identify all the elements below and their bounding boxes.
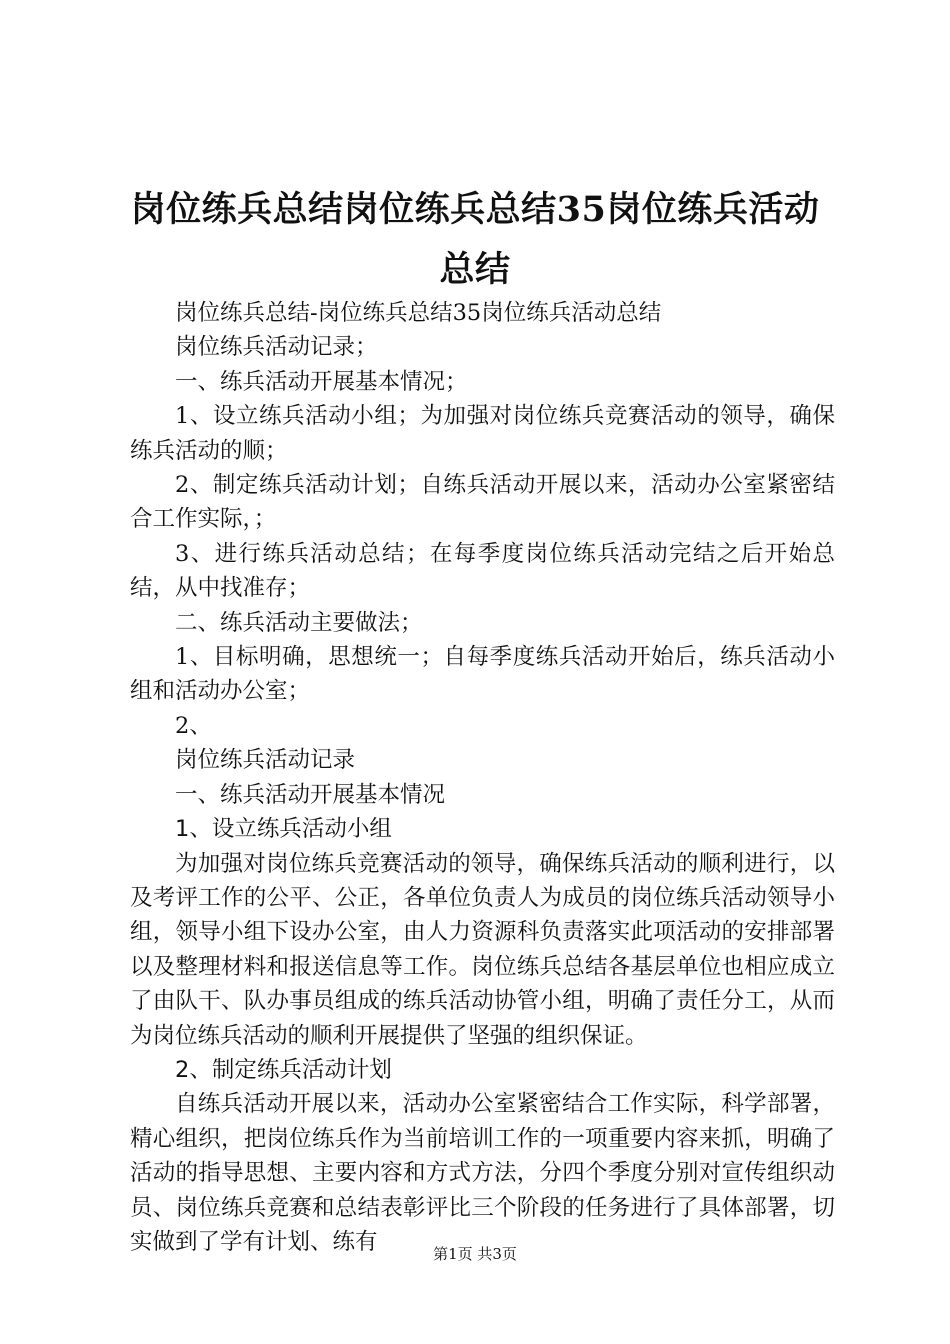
paragraph-section-two: 二、练兵活动主要做法； — [175, 609, 423, 636]
paragraph-subtitle: 岗位练兵总结-岗位练兵总结35岗位练兵活动总结 — [175, 300, 662, 326]
paragraph-item-3: 3、进行练兵活动总结；在每季度岗位练兵活动完结之后开始总结，从中找准存； — [130, 540, 835, 602]
paragraph-item-1-heading: 1、设立练兵活动小组 — [175, 816, 392, 843]
paragraph-item-1: 1、设立练兵活动小组；为加强对岗位练兵竞赛活动的领导，确保练兵活动的顺； — [130, 403, 835, 464]
paragraph-record-heading-2: 岗位练兵活动记录 — [175, 747, 356, 774]
paragraph-section-one-2: 一、练兵活动开展基本情况 — [175, 781, 446, 808]
document-title-line-1: 岗位练兵总结岗位练兵总结35岗位练兵活动 — [130, 189, 820, 230]
paragraph-record-heading: 岗位练兵活动记录； — [175, 334, 378, 361]
paragraph-item-1-body: 为加强对岗位练兵竞赛活动的领导，确保练兵活动的顺利进行，以及考评工作的公平、公正，各单位负责人为成员的岗位练兵活动领导小组，领导小组下设办公室，由人力资源科负责落实此项活动的安排部署以及整理材料和报送信息等工作。岗位练兵总结各基层单位也相应成立了由队干、队办事员组成的练兵活动协管小组，明确了责任分工，从而为岗位练兵活动的顺利开展提供了坚强的组织保证。 — [130, 850, 835, 1049]
paragraph-method-1: 1、目标明确，思想统一；自每季度练兵活动开始后，练兵活动小组和活动办公室； — [130, 644, 835, 705]
document-body — [130, 296, 835, 1259]
document-title — [120, 180, 830, 300]
paragraph-section-one: 一、练兵活动开展基本情况； — [175, 368, 468, 395]
paragraph-method-2: 2、 — [175, 712, 212, 739]
page-number-footer: 第1页 共3页 — [433, 1245, 517, 1263]
paragraph-item-2-heading: 2、制定练兵活动计划 — [175, 1056, 392, 1083]
paragraph-item-2-body: 自练兵活动开展以来，活动办公室紧密结合工作实际，科学部署，精心组织，把岗位练兵作为当前培训工作的一项重要内容来抓，明确了活动的指导思想、主要内容和方式方法，分四个季度分别对宣传组织动员、岗位练兵竞赛和总结表彰评比三个阶段的任务进行了具体部署，切实做到了学有计划、练有 — [130, 1091, 835, 1255]
document-title-line-2: 总结 — [439, 249, 511, 290]
paragraph-item-2: 2、制定练兵活动计划；自练兵活动开展以来，活动办公室紧密结合工作实际，； — [130, 472, 835, 533]
